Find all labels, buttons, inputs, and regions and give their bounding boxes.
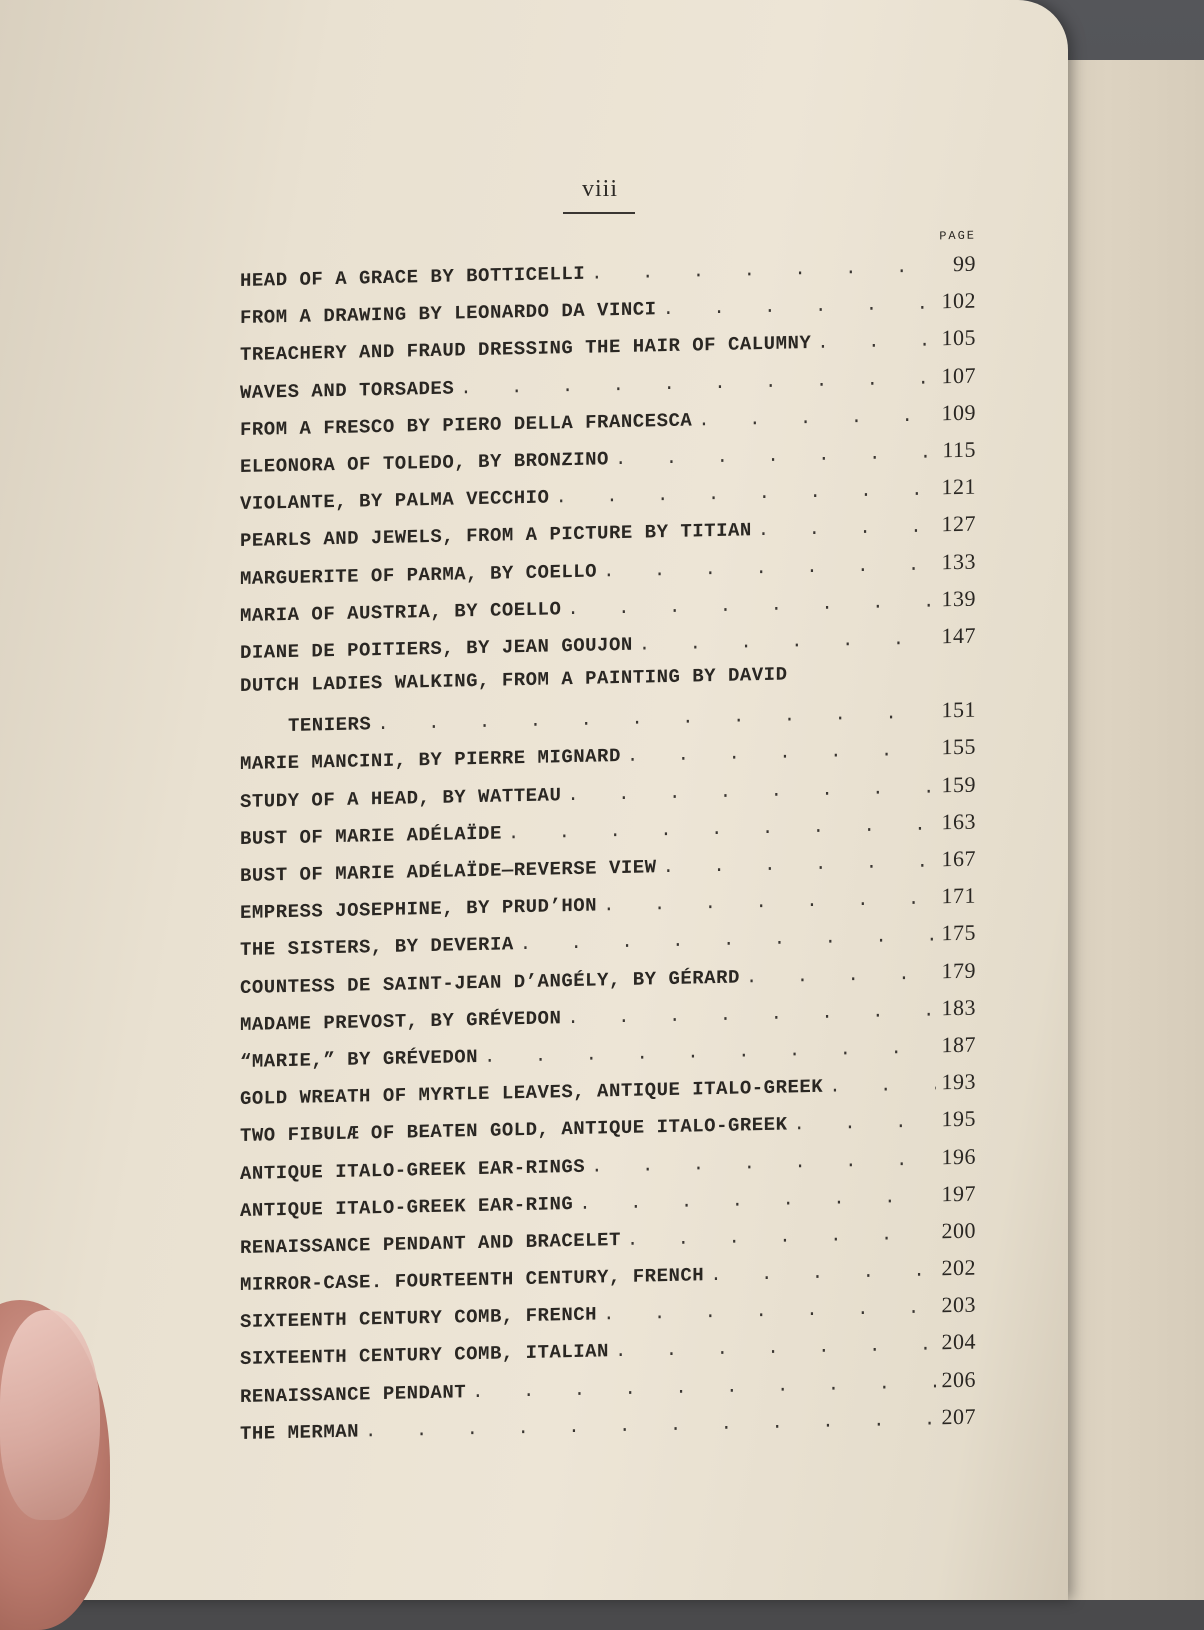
entry-title: MARGUERITE OF PARMA, BY COELLO [240, 560, 598, 590]
dot-leader [591, 255, 947, 284]
entry-page-number: 207 [941, 1403, 976, 1430]
dot-leader [829, 1074, 935, 1098]
thumbnail-nail [0, 1310, 100, 1520]
entry-page-number: 206 [941, 1366, 976, 1392]
entry-title: TWO FIBULÆ OF BEATEN GOLD, ANTIQUE ITALO-GREEK [240, 1113, 788, 1148]
entry-page-number: 197 [941, 1180, 976, 1206]
entry-page-number: 102 [941, 287, 976, 314]
entries-list [240, 251, 976, 1456]
dot-leader [472, 1371, 935, 1403]
entry-page-number: 204 [941, 1329, 976, 1355]
entry-page-number: 121 [941, 473, 976, 500]
dot-leader [377, 702, 935, 736]
dot-leader [627, 1222, 936, 1250]
entry-title: HEAD OF A GRACE BY BOTTICELLI [240, 262, 586, 292]
entry-title: BUST OF MARIE ADÉLAÏDE—REVERSE VIEW [240, 856, 657, 887]
dot-leader [710, 1259, 935, 1286]
entry-title: SIXTEENTH CENTURY COMB, FRENCH [240, 1303, 598, 1334]
entry-page-number: 203 [941, 1291, 976, 1318]
entry-title: RENAISSANCE PENDANT [240, 1380, 467, 1408]
dot-leader [758, 516, 936, 542]
entry-title: STUDY OF A HEAD, BY WATTEAU [240, 783, 562, 813]
entry-page-number: 179 [941, 957, 976, 983]
entry-page-number: 196 [941, 1143, 976, 1169]
entry-title: RENAISSANCE PENDANT AND BRACELET [240, 1228, 621, 1259]
dot-leader [555, 479, 935, 509]
entry-page-number: 200 [941, 1217, 976, 1244]
dot-leader [603, 553, 935, 582]
entry-page-number: 195 [941, 1105, 976, 1132]
entry-page-number: 151 [941, 696, 976, 723]
entry-title: DIANE DE POITIERS, BY JEAN GOUJON [240, 633, 633, 664]
entry-title: BUST OF MARIE ADÉLAÏDE [240, 822, 502, 850]
dot-leader [663, 293, 936, 321]
dot-leader [567, 776, 935, 806]
entry-title: SIXTEENTH CENTURY COMB, ITALIAN [240, 1340, 609, 1371]
entry-page-number: 155 [941, 734, 976, 760]
entry-title: DUTCH LADIES WALKING, FROM A PAINTING BY DAVID [240, 663, 788, 698]
entry-title: WAVES AND TORSADES [240, 377, 455, 404]
entry-page-number: 175 [941, 919, 976, 946]
dot-leader [460, 367, 935, 399]
dot-leader [508, 813, 936, 844]
entry-page-number: 159 [941, 771, 976, 797]
dot-leader [579, 1185, 935, 1214]
entry-title: GOLD WREATH OF MYRTLE LEAVES, ANTIQUE ITALO-GREEK [240, 1075, 824, 1111]
entry-title: ELEONORA OF TOLEDO, BY BRONZINO [240, 448, 609, 478]
entry-title: ANTIQUE ITALO-GREEK EAR-RING [240, 1192, 574, 1222]
entry-title: TREACHERY AND FRAUD DRESSING THE HAIR OF CALUMNY [240, 332, 812, 367]
entry-page-number: 163 [941, 808, 976, 835]
entry-page-number: 139 [941, 585, 976, 611]
entry-title: PEARLS AND JEWELS, FROM A PICTURE BY TITIAN [240, 519, 752, 553]
dot-leader [615, 441, 936, 470]
dot-leader [627, 739, 936, 767]
entry-page-number: 105 [941, 324, 976, 351]
entry-page-number: 99 [953, 250, 976, 277]
dot-leader [615, 1334, 936, 1363]
dot-leader [603, 888, 935, 917]
entry-title: VIOLANTE, BY PALMA VECCHIO [240, 486, 550, 516]
entry-page-number: 167 [941, 845, 976, 872]
entry-page-number: 183 [941, 994, 976, 1021]
dot-leader [603, 1297, 935, 1326]
dot-leader [567, 590, 935, 620]
entry-title: MARIE MANCINI, BY PIERRE MIGNARD [240, 745, 621, 776]
entry-title: EMPRESS JOSEPHINE, BY PRUD’HON [240, 894, 598, 925]
dot-leader [746, 962, 936, 988]
list-of-illustrations [240, 229, 976, 1456]
entry-page-number: 193 [941, 1068, 976, 1095]
entry-page-number: 171 [941, 882, 976, 909]
entry-page-number: 107 [941, 362, 976, 388]
entry-title: MADAME PREVOST, BY GRÉVEDON [240, 1007, 562, 1036]
entry-title: MIRROR-CASE. FOURTEENTH CENTURY, FRENCH [240, 1264, 705, 1297]
page-number-rule [563, 212, 635, 214]
entry-page-number: 133 [941, 548, 976, 574]
entry-page-number: 147 [941, 622, 976, 649]
page-column-heading: PAGE [939, 228, 976, 244]
entry-title: FROM A DRAWING BY LEONARDO DA VINCI [240, 298, 657, 330]
entry-title: MARIA OF AUSTRIA, BY COELLO [240, 597, 562, 627]
dot-leader [794, 1111, 936, 1136]
entry-title: COUNTESS DE SAINT-JEAN D’ANGÉLY, BY GÉRARD [240, 966, 740, 999]
entry-page-number: 115 [942, 436, 976, 463]
dot-leader [663, 850, 936, 878]
dot-leader [484, 1036, 935, 1067]
entry-page-number: 202 [941, 1254, 976, 1281]
entry-page-number: 127 [941, 510, 976, 537]
dot-leader [520, 925, 936, 956]
dot-leader [591, 1148, 935, 1177]
entry-page-number: 187 [941, 1031, 976, 1058]
entry-title: THE SISTERS, BY DEVERIA [240, 933, 514, 962]
dot-leader [639, 627, 936, 655]
dot-leader [817, 330, 935, 354]
page-number: viii [581, 176, 618, 202]
entry-page-number: 109 [941, 399, 976, 426]
dot-leader [567, 999, 935, 1029]
entry-title: ANTIQUE ITALO-GREEK EAR-RINGS [240, 1155, 586, 1185]
entry-title: THE MERMAN [240, 1420, 360, 1445]
entry-title: TENIERS [288, 713, 372, 738]
entry-title: FROM A FRESCO BY PIERO DELLA FRANCESCA [240, 409, 693, 441]
dot-leader [698, 404, 935, 431]
entry-title: “MARIE,” BY GRÉVEDON [240, 1045, 479, 1073]
